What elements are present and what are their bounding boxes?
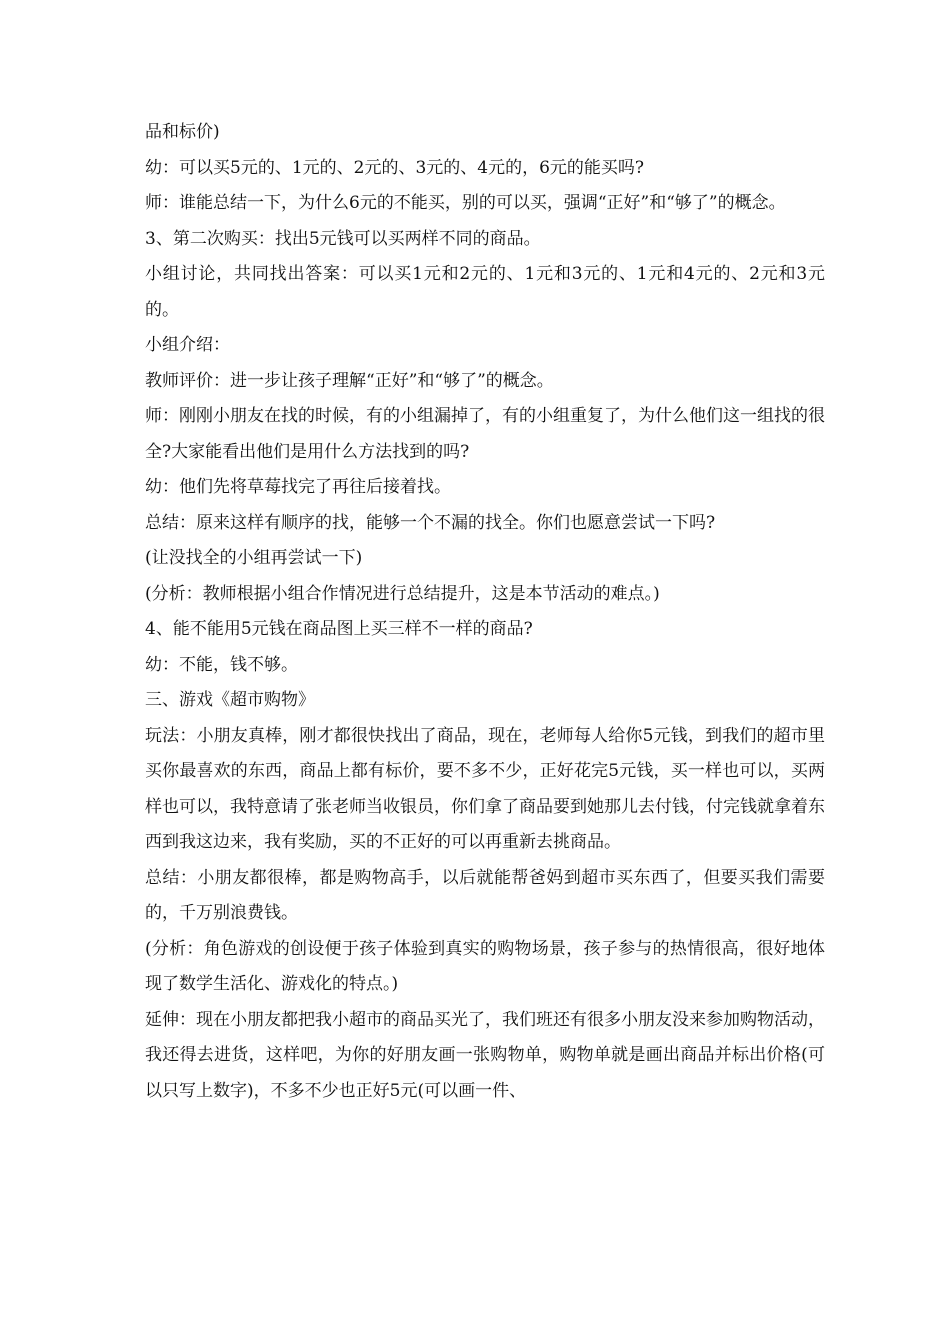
paragraph: 小组讨论，共同找出答案：可以买1元和2元的、1元和3元的、1元和4元的、2元和3元的。 xyxy=(145,264,825,320)
paragraph: 延伸：现在小朋友都把我小超市的商品买光了，我们班还有很多小朋友没来参加购物活动，我还得去进货，这样吧，为你的好朋友画一张购物单，购物单就是画出商品并标出价格(可以只写上数字)，不多不少也正好5元(可以画一件、 xyxy=(145,1009,825,1101)
document-body xyxy=(145,115,825,1109)
paragraph: 品和标价) xyxy=(145,122,220,142)
paragraph: (分析：教师根据小组合作情况进行总结提升，这是本节活动的难点。) xyxy=(145,583,660,604)
paragraph: 3、第二次购买：找出5元钱可以买两样不同的商品。 xyxy=(145,228,541,249)
paragraph: 师：刚刚小朋友在找的时候，有的小组漏掉了，有的小组重复了，为什么他们这一组找的很全?大家能看出他们是用什么方法找到的吗? xyxy=(145,406,825,462)
paragraph: 幼：他们先将草莓找完了再往后接着找。 xyxy=(145,477,451,497)
paragraph: 教师评价：进一步让孩子理解“正好”和“够了”的概念。 xyxy=(145,370,554,391)
section-heading: 三、游戏《超市购物》 xyxy=(145,690,315,710)
paragraph: 4、能不能用5元钱在商品图上买三样不一样的商品? xyxy=(145,619,533,639)
paragraph: 小组介绍： xyxy=(145,335,230,355)
paragraph: 总结：小朋友都很棒，都是购物高手，以后就能帮爸妈到超市买东西了，但要买我们需要的，千万别浪费钱。 xyxy=(145,867,825,923)
paragraph: 玩法：小朋友真棒，刚才都很快找出了商品，现在，老师每人给你5元钱，到我们的超市里买你最喜欢的东西，商品上都有标价，要不多不少，正好花完5元钱，买一样也可以，买两样也可以，我特意请了张老师当收银员，你们拿了商品要到她那儿去付钱，付完钱就拿着东西到我这边来，我有奖励，买的不正好的可以再重新去挑商品。 xyxy=(145,725,825,852)
paragraph: (让没找全的小组再尝试一下) xyxy=(145,548,363,568)
paragraph: 幼：不能，钱不够。 xyxy=(145,654,298,675)
paragraph: 总结：原来这样有顺序的找，能够一个不漏的找全。你们也愿意尝试一下吗? xyxy=(145,512,716,533)
paragraph: (分析：角色游戏的创设便于孩子体验到真实的购物场景，孩子参与的热情很高，很好地体现了数学生活化、游戏化的特点。) xyxy=(145,938,825,994)
paragraph: 师：谁能总结一下，为什么6元的不能买，别的可以买，强调“正好”和“够了”的概念。 xyxy=(145,193,786,213)
paragraph: 幼：可以买5元的、1元的、2元的、3元的、4元的，6元的能买吗? xyxy=(145,157,645,178)
